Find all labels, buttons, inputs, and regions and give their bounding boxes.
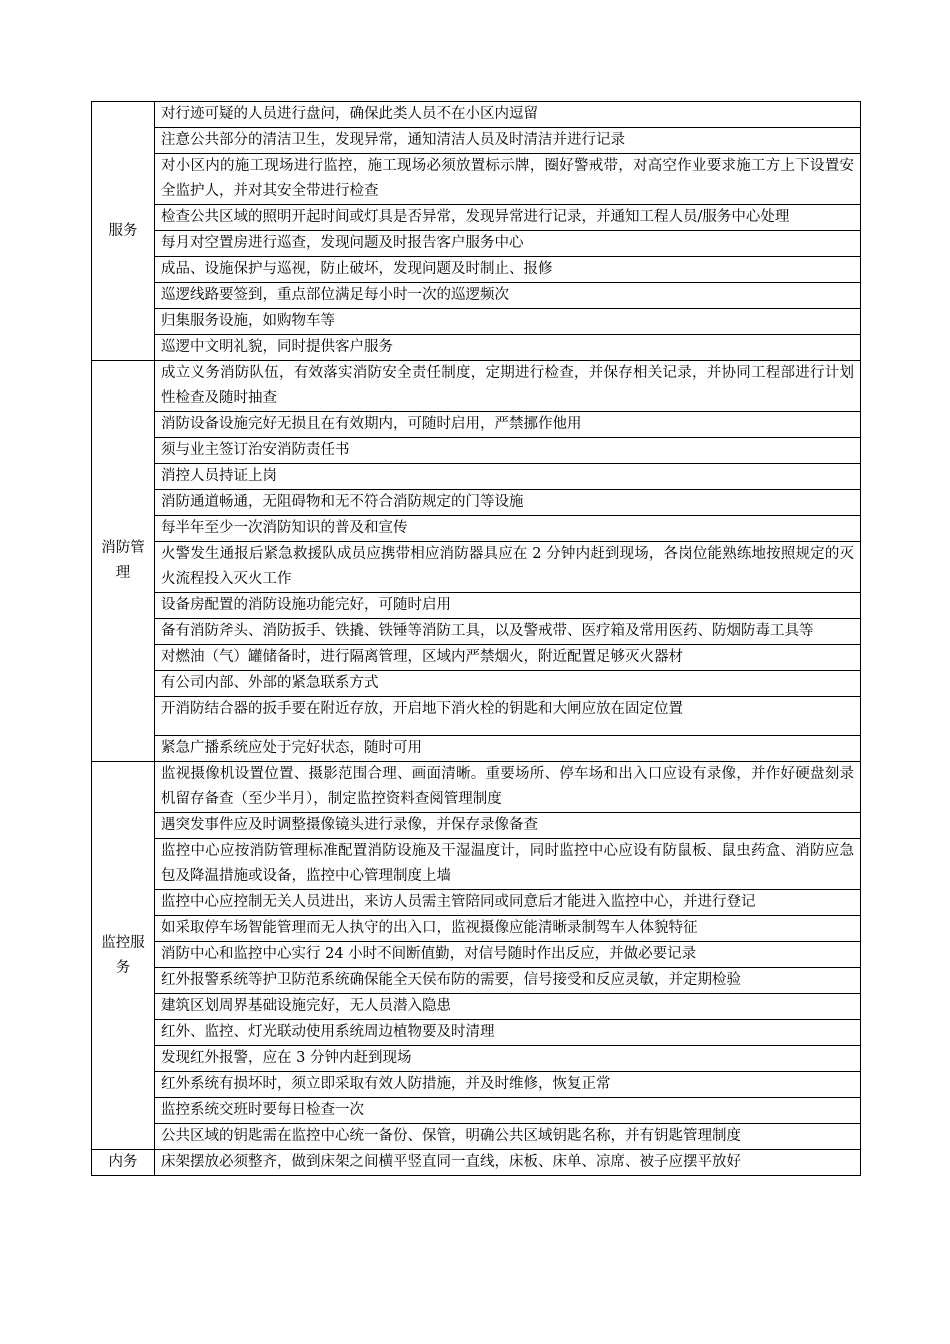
category-cell: 消防管理	[92, 361, 155, 762]
table-row	[92, 736, 861, 762]
table-row	[92, 205, 861, 231]
item-text: 开消防结合器的扳手要在附近存放，开启地下消火栓的钥匙和大闸应放在固定位置	[161, 701, 683, 717]
table-row	[92, 231, 861, 257]
item-cell: 紧急广播系统应处于完好状态，随时可用	[155, 736, 861, 762]
table-row	[92, 128, 861, 154]
table-row	[92, 916, 861, 942]
item-cell: 巡逻线路要签到，重点部位满足每小时一次的巡逻频次	[155, 283, 861, 309]
item-cell: 消防中心和监控中心实行 24 小时不间断值勤，对信号随时作出反应，并做必要记录	[155, 942, 861, 968]
category-cell: 监控服务	[92, 762, 155, 1150]
item-cell: 注意公共部分的清洁卫生，发现异常，通知清洁人员及时清洁并进行记录	[155, 128, 861, 154]
table-row	[92, 257, 861, 283]
table-row	[92, 309, 861, 335]
table-row	[92, 645, 861, 671]
table-row	[92, 361, 861, 412]
item-cell: 火警发生通报后紧急救援队成员应携带相应消防器具应在 2 分钟内赶到现场，各岗位能熟练地按照规定的灭火流程投入灭火工作	[155, 542, 861, 593]
table-row	[92, 490, 861, 516]
table-row	[92, 1072, 861, 1098]
item-cell: 消控人员持证上岗	[155, 464, 861, 490]
item-cell: 监控中心应按消防管理标准配置消防设施及干湿温度计，同时监控中心应设有防鼠板、鼠虫药盒、消防应急包及降温措施或设备，监控中心管理制度上墙	[155, 839, 861, 890]
item-cell: 消防通道畅通，无阻碍物和无不符合消防规定的门等设施	[155, 490, 861, 516]
table-row	[92, 516, 861, 542]
item-cell: 消防设备设施完好无损且在有效期内，可随时启用，严禁挪作他用	[155, 412, 861, 438]
item-cell: 巡逻中文明礼貌，同时提供客户服务	[155, 335, 861, 361]
table-row	[92, 813, 861, 839]
table-row	[92, 890, 861, 916]
item-cell: 须与业主签订治安消防责任书	[155, 438, 861, 464]
table-row	[92, 697, 861, 736]
item-cell: 发现红外报警，应在 3 分钟内赶到现场	[155, 1046, 861, 1072]
item-cell: 检查公共区域的照明开起时间或灯具是否异常，发现异常进行记录，并通知工程人员/服务中心处理	[155, 205, 861, 231]
item-cell: 备有消防斧头、消防扳手、铁撬、铁锤等消防工具，以及警戒带、医疗箱及常用医药、防烟防毒工具等	[155, 619, 861, 645]
item-cell: 红外系统有损坏时，须立即采取有效人防措施，并及时维修，恢复正常	[155, 1072, 861, 1098]
table-row	[92, 968, 861, 994]
item-cell: 有公司内部、外部的紧急联系方式	[155, 671, 861, 697]
table-row	[92, 1046, 861, 1072]
item-cell: 成立义务消防队伍，有效落实消防安全责任制度，定期进行检查，并保存相关记录，并协同工程部进行计划性检查及随时抽查	[155, 361, 861, 412]
item-cell: 成品、设施保护与巡视，防止破坏，发现问题及时制止、报修	[155, 257, 861, 283]
blank-space	[161, 722, 854, 735]
category-cell: 内务	[92, 1150, 155, 1176]
item-cell: 每半年至少一次消防知识的普及和宣传	[155, 516, 861, 542]
table-row	[92, 154, 861, 205]
item-cell: 建筑区划周界基础设施完好，无人员潜入隐患	[155, 994, 861, 1020]
table-row	[92, 839, 861, 890]
item-cell: 监控中心应控制无关人员进出，来访人员需主管陪同或同意后才能进入监控中心，并进行登记	[155, 890, 861, 916]
table-row	[92, 593, 861, 619]
item-cell: 遇突发事件应及时调整摄像镜头进行录像，并保存录像备查	[155, 813, 861, 839]
table-row	[92, 942, 861, 968]
table-row	[92, 671, 861, 697]
item-cell: 监视摄像机设置位置、摄影范围合理、画面清晰。重要场所、停车场和出入口应设有录像，并作好硬盘刻录机留存备查（至少半月），制定监控资料查阅管理制度	[155, 762, 861, 813]
standards-table	[91, 101, 861, 1176]
category-cell: 服务	[92, 102, 155, 361]
item-cell: 红外报警系统等护卫防范系统确保能全天侯布防的需要，信号接受和反应灵敏，并定期检验	[155, 968, 861, 994]
item-cell: 床架摆放必须整齐，做到床架之间横平竖直同一直线，床板、床单、凉席、被子应摆平放好	[155, 1150, 861, 1176]
item-cell: 对小区内的施工现场进行监控，施工现场必须放置标示牌，圈好警戒带，对高空作业要求施工方上下设置安全监护人，并对其安全带进行检查	[155, 154, 861, 205]
item-cell: 公共区域的钥匙需在监控中心统一备份、保管，明确公共区域钥匙名称，并有钥匙管理制度	[155, 1124, 861, 1150]
item-cell: 对燃油（气）罐储备时，进行隔离管理，区域内严禁烟火，附近配置足够灭火器材	[155, 645, 861, 671]
table-row	[92, 283, 861, 309]
table-row	[92, 1150, 861, 1176]
table-row	[92, 994, 861, 1020]
item-cell	[155, 697, 861, 736]
table-row	[92, 438, 861, 464]
table-row	[92, 1098, 861, 1124]
table-row	[92, 102, 861, 128]
item-cell: 每月对空置房进行巡查，发现问题及时报告客户服务中心	[155, 231, 861, 257]
table-row	[92, 412, 861, 438]
table-row	[92, 335, 861, 361]
table-row	[92, 542, 861, 593]
item-cell: 归集服务设施，如购物车等	[155, 309, 861, 335]
table-row	[92, 1124, 861, 1150]
table-row	[92, 1020, 861, 1046]
table-row	[92, 762, 861, 813]
item-cell: 红外、监控、灯光联动使用系统周边植物要及时清理	[155, 1020, 861, 1046]
table-row	[92, 464, 861, 490]
item-cell: 监控系统交班时要每日检查一次	[155, 1098, 861, 1124]
table-row	[92, 619, 861, 645]
item-cell: 对行迹可疑的人员进行盘问，确保此类人员不在小区内逗留	[155, 102, 861, 128]
item-cell: 如采取停车场智能管理而无人执守的出入口，监视摄像应能清晰录制驾车人体貌特征	[155, 916, 861, 942]
item-cell: 设备房配置的消防设施功能完好，可随时启用	[155, 593, 861, 619]
